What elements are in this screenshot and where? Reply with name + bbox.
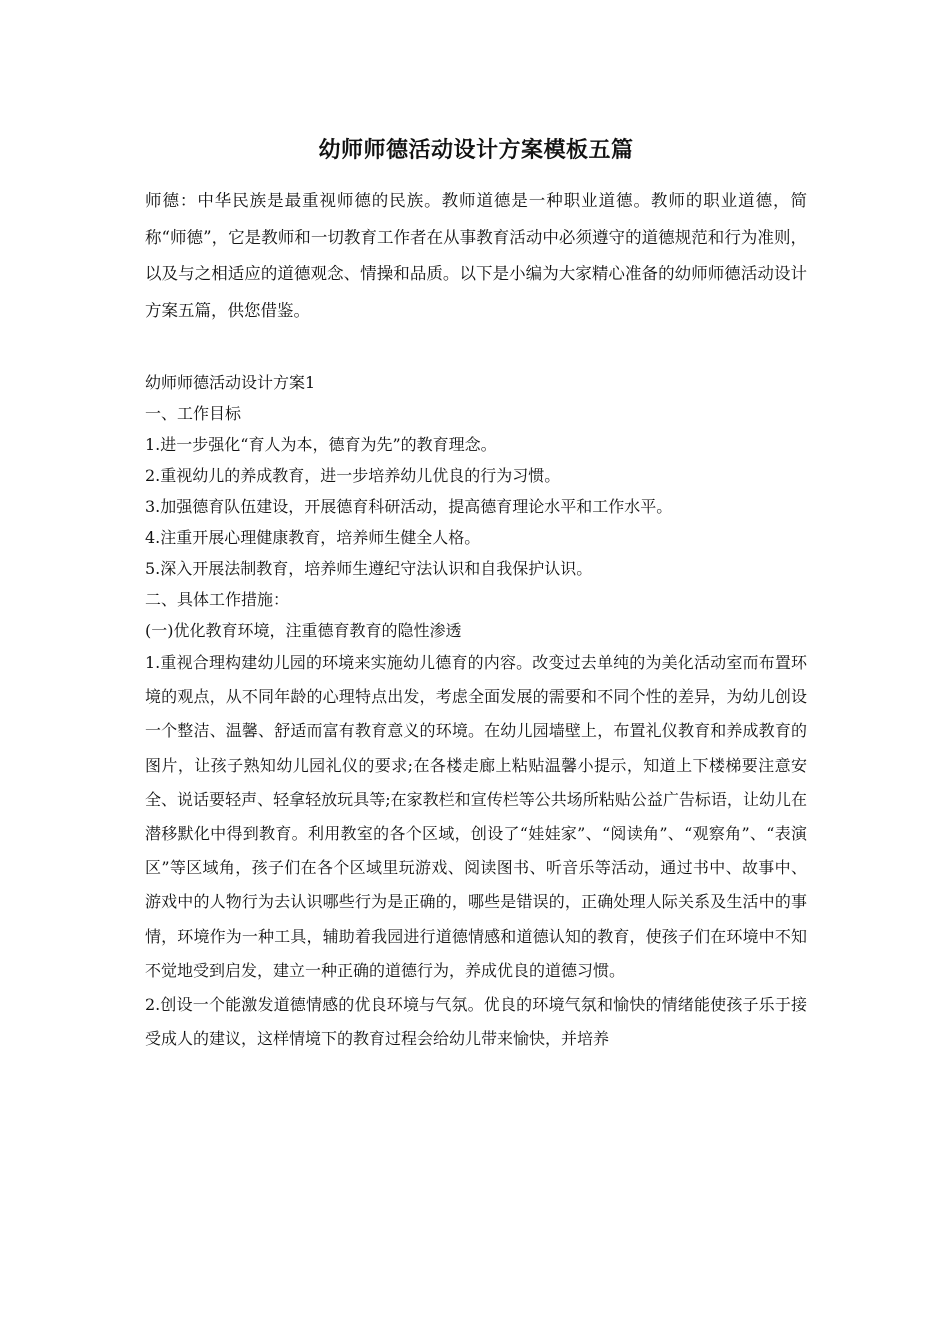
body-paragraph: 1.重视合理构建幼儿园的环境来实施幼儿德育的内容。改变过去单纯的为美化活动室而布置环境的观点，从不同年龄的心理特点出发，考虑全面发展的需要和不同个性的差异，为幼儿创设一个整洁、温馨、舒适而富有教育意义的环境。在幼儿园墙壁上，布置礼仪教育和养成教育的图片，让孩子熟知幼儿园礼仪的要求;在各楼走廊上粘贴温馨小提示，知道上下楼梯要注意安全、说话要轻声、轻拿轻放玩具等;在家教栏和宣传栏等公共场所粘贴公益广告标语，让幼儿在潜移默化中得到教育。利用教室的各个区域，创设了“娃娃家”、“阅读角”、“观察角”、“表演区”等区域角，孩子们在各个区域里玩游戏、阅读图书、听音乐等活动，通过书中、故事中、游戏中的人物行为去认识哪些行为是正确的，哪些是错误的，正确处理人际关系及生活中的事情，环境作为一种工具，辅助着我园进行道德情感和道德认知的教育，使孩子们在环境中不知不觉地受到启发，建立一种正确的道德行为，养成优良的道德习惯。 [145, 653, 807, 980]
measures-heading: 二、具体工作措施： [145, 590, 290, 609]
goal-item: 3.加强德育队伍建设，开展德育科研活动，提高德育理论水平和工作水平。 [145, 497, 673, 516]
intro-paragraph: 师德：中华民族是最重视师德的民族。教师道德是一种职业道德。教师的职业道德，简称“师德”，它是教师和一切教育工作者在从事教育活动中必须遵守的道德规范和行为准则，以及与之相适应的道德观念、情操和品质。以下是小编为大家精心准备的幼师师德活动设计方案五篇，供您借鉴。 [145, 191, 807, 320]
goals-heading: 一、工作目标 [145, 404, 242, 423]
goal-item: 5.深入开展法制教育，培养师生遵纪守法认识和自我保护认识。 [145, 559, 593, 578]
body-paragraph: 2.创设一个能激发道德情感的优良环境与气氛。优良的环境气氛和愉快的情绪能使孩子乐于接受成人的建议，这样情境下的教育过程会给幼儿带来愉快，并培养 [145, 995, 807, 1049]
section-heading: 幼师师德活动设计方案1 [145, 373, 316, 392]
goal-item: 2.重视幼儿的养成教育，进一步培养幼儿优良的行为习惯。 [145, 466, 561, 485]
goal-item: 1.进一步强化“育人为本，德育为先”的教育理念。 [145, 435, 497, 454]
measures-sub-heading: (一)优化教育环境，注重德育教育的隐性渗透 [145, 621, 462, 640]
document-title: 幼师师德活动设计方案模板五篇 [318, 137, 634, 163]
document-body [145, 367, 807, 1056]
goal-item: 4.注重开展心理健康教育，培养师生健全人格。 [145, 528, 481, 547]
